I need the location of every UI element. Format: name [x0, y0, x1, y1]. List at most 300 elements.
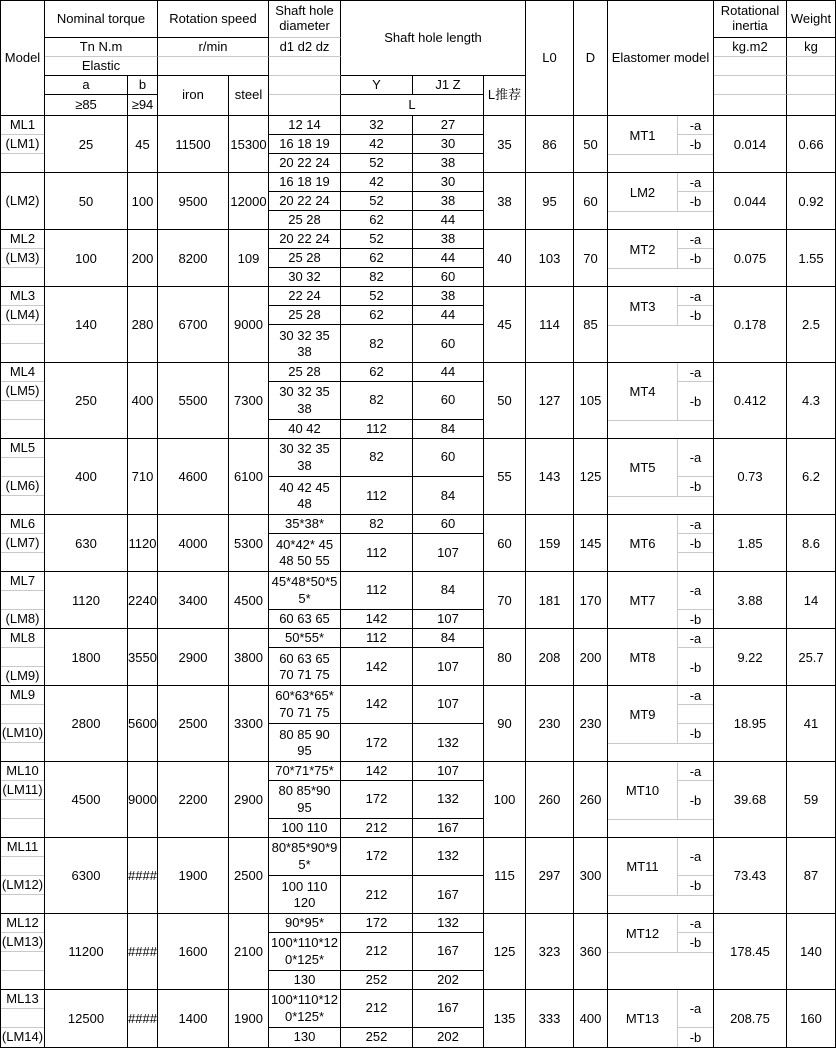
model-spacer [1, 857, 44, 876]
model-spacer [1, 819, 44, 837]
l0-cell: 159 [526, 515, 574, 571]
elastomer-filler [608, 819, 713, 837]
elastomer-top [608, 116, 713, 154]
d-cell: 60 [574, 173, 608, 229]
torque-a-cell: 2800 [45, 686, 128, 761]
length-y-cell-sub: 82 [341, 439, 412, 477]
inertia-cell: 208.75 [714, 990, 787, 1047]
speed-iron-cell: 2200 [158, 762, 229, 837]
d-cell: 50 [574, 116, 608, 172]
d-cell: 125 [574, 439, 608, 514]
length-y-cell [341, 686, 413, 761]
length-y-cell-sub: 112 [341, 572, 412, 610]
length-y-cell-sub: 62 [341, 363, 412, 382]
length-y-cell [341, 173, 413, 229]
torque-a-cell: 100 [45, 230, 128, 286]
header-b-min: ≥94 [128, 95, 158, 115]
d-cell: 300 [574, 838, 608, 913]
length-j1z-cell [413, 230, 484, 286]
header-elastic: Elastic [45, 57, 158, 76]
length-j1z-cell-sub: 167 [437, 820, 459, 836]
elastomer-filler [608, 420, 713, 438]
speed-steel-cell: 2500 [229, 838, 269, 913]
length-recommended-cell: 35 [484, 116, 526, 172]
length-j1z-cell-sub: 167 [437, 886, 459, 902]
length-recommended-cell: 55 [484, 439, 526, 514]
spec-row-group [1, 838, 835, 914]
elastomer-top [608, 629, 713, 685]
length-y-cell-sub: 112 [366, 487, 387, 503]
elastomer-name-cell: MT4 [629, 384, 656, 399]
length-recommended-cell: 60 [484, 515, 526, 571]
speed-iron-cell: 3400 [158, 572, 229, 628]
weight-cell: 14 [803, 592, 819, 608]
header-kg-unit: kg [787, 38, 835, 57]
shaft-hole-diameter-cell-sub: 100 110 [281, 820, 328, 836]
length-j1z-cell-sub: 167 [413, 990, 483, 1028]
model-cell [1, 173, 45, 229]
torque-a-cell: 400 [45, 439, 128, 514]
shaft-hole-diameter-cell [269, 230, 341, 286]
spec-row-group [1, 914, 835, 990]
speed-steel-cell: 12000 [229, 173, 269, 229]
shaft-hole-diameter-cell-sub: 100 110 120 [281, 878, 328, 910]
speed-iron-cell: 9500 [158, 173, 229, 229]
l0-cell: 127 [526, 363, 574, 438]
elastomer-variant-column [677, 515, 713, 571]
model-cell [1, 629, 45, 685]
length-j1z-cell-sub: 44 [413, 363, 483, 382]
elastomer-top [608, 838, 713, 895]
l0-cell: 114 [526, 287, 574, 362]
shaft-hole-diameter-cell [269, 439, 341, 514]
header-spacer [269, 95, 341, 115]
elastomer-name-cell: MT9 [629, 707, 656, 722]
shaft-hole-diameter-cell-sub: 20 22 24 [269, 230, 340, 249]
length-y-cell-sub: 82 [341, 382, 412, 420]
model-spacer [1, 553, 44, 571]
shaft-hole-diameter-cell-sub: 12 14 [269, 116, 340, 135]
inertia-cell: 0.73 [714, 439, 787, 514]
shaft-hole-diameter-cell-sub: 16 18 19 [269, 135, 340, 154]
d-cell: 360 [574, 914, 608, 989]
header-spacer [269, 57, 341, 76]
length-j1z-cell-sub: 60 [413, 439, 483, 477]
length-j1z-cell-sub: 38 [413, 230, 483, 249]
elastomer-variant-cell: -b [689, 792, 702, 808]
header-rotational-inertia: Rotational inertia [714, 1, 787, 38]
shaft-hole-diameter-cell-sub: 30 32 [288, 269, 321, 285]
model-cell [1, 572, 45, 628]
length-j1z-cell [413, 287, 484, 362]
weight-cell: 41 [803, 716, 819, 731]
torque-a-cell: 1120 [45, 572, 128, 628]
length-j1z-cell [413, 439, 484, 514]
inertia-cell: 0.178 [714, 287, 787, 362]
d-cell: 145 [574, 515, 608, 571]
model-spacer [1, 154, 44, 172]
header-rmin-unit: r/min [158, 38, 269, 57]
elastomer-variant-cell: -a [678, 990, 713, 1028]
length-j1z-cell-sub: 60 [413, 515, 483, 534]
length-y-cell-sub: 142 [341, 762, 412, 781]
weight-cell: 160 [800, 1011, 822, 1026]
length-recommended-cell: 40 [484, 230, 526, 286]
header-spacer [714, 76, 787, 95]
shaft-hole-diameter-cell-sub: 90*95* [269, 914, 340, 933]
shaft-hole-diameter-cell-sub: 40 42 [288, 421, 321, 437]
length-y-cell-sub: 52 [341, 192, 412, 211]
speed-steel-cell: 7300 [229, 363, 269, 438]
torque-b-cell: 100 [128, 173, 158, 229]
shaft-hole-diameter-cell [269, 686, 341, 761]
inertia-cell: 39.68 [714, 762, 787, 837]
shaft-hole-diameter-cell-sub: 60*63*65* 70 71 75 [269, 686, 340, 724]
speed-iron-cell: 1900 [158, 838, 229, 913]
l0-cell: 143 [526, 439, 574, 514]
shaft-hole-diameter-cell [269, 572, 341, 628]
length-j1z-cell [413, 515, 484, 571]
spec-row-group [1, 363, 835, 439]
elastomer-filler [608, 211, 713, 229]
torque-b-cell: 1120 [128, 515, 158, 571]
elastomer-variant-cell: -a [678, 363, 713, 382]
inertia-cell: 178.45 [714, 914, 787, 989]
header-nominal-torque: Nominal torque [45, 1, 158, 38]
length-j1z-cell-sub: 84 [440, 421, 456, 437]
header-col-b: b [128, 76, 158, 95]
elastomer-variant-column [677, 990, 713, 1047]
elastomer-filler [608, 895, 713, 913]
elastomer-variant-column [677, 762, 713, 819]
elastomer-filler [608, 325, 713, 362]
elastomer-top [608, 515, 713, 571]
elastomer-name-cell: MT12 [625, 925, 660, 941]
elastomer-variant-cell: -b [689, 612, 702, 627]
speed-steel-cell: 1900 [229, 990, 269, 1047]
length-y-cell-sub: 112 [366, 421, 387, 437]
elastomer-variant-cell: -b [689, 726, 702, 741]
shaft-hole-diameter-cell-sub: 25 28 [288, 212, 321, 228]
length-y-cell-sub: 172 [341, 838, 412, 876]
torque-b-cell: 710 [128, 439, 158, 514]
length-y-cell-sub: 252 [365, 1029, 388, 1045]
elastomer-top [608, 173, 713, 211]
elastomer-cell [608, 116, 714, 172]
length-y-cell-sub: 62 [369, 212, 384, 228]
torque-a-cell: 50 [45, 173, 128, 229]
model-ml-label: ML9 [1, 686, 44, 705]
elastomer-variant-cell: -b [678, 534, 713, 553]
length-j1z-cell-sub: 38 [413, 287, 483, 306]
speed-iron-cell: 6700 [158, 287, 229, 362]
length-j1z-cell-sub: 84 [413, 572, 483, 610]
elastomer-top [608, 686, 713, 743]
torque-b-cell: 9000 [128, 762, 158, 837]
elastomer-cell [608, 686, 714, 761]
length-y-cell [341, 914, 413, 989]
model-lm-label: (LM4) [1, 306, 44, 325]
length-y-cell-sub: 42 [341, 173, 412, 192]
elastomer-cell [608, 173, 714, 229]
torque-b-cell: 280 [128, 287, 158, 362]
torque-b-cell: 2240 [128, 572, 158, 628]
shaft-hole-diameter-cell-sub: 50*55* [269, 629, 340, 648]
length-j1z-cell-sub: 30 [413, 135, 483, 154]
length-recommended-cell: 90 [484, 686, 526, 761]
length-y-cell [341, 990, 413, 1047]
elastomer-cell [608, 990, 714, 1047]
speed-iron-cell: 2500 [158, 686, 229, 761]
elastomer-variant-cell: -a [678, 230, 713, 249]
torque-a-cell: 11200 [45, 914, 128, 989]
header-col-a: a [45, 76, 128, 95]
length-j1z-cell [413, 116, 484, 172]
length-y-cell-sub: 142 [365, 658, 388, 674]
header-kgm2-unit: kg.m2 [714, 38, 787, 57]
model-cell [1, 762, 45, 837]
elastomer-variant-column [677, 838, 713, 895]
shaft-hole-diameter-cell-sub: 40*42* 45 48 50 55 [275, 536, 334, 568]
weight-cell: 2.5 [801, 317, 821, 332]
length-j1z-cell-sub: 60 [440, 335, 456, 351]
weight-cell: 87 [803, 868, 819, 883]
model-ml-label: ML12 [1, 914, 44, 933]
model-cell [1, 230, 45, 286]
elastomer-top [608, 230, 713, 268]
inertia-cell: 0.412 [714, 363, 787, 438]
speed-iron-cell: 5500 [158, 363, 229, 438]
elastomer-filler [608, 154, 713, 172]
spec-row-group [1, 173, 835, 230]
shaft-hole-diameter-cell-sub: 60 63 65 [279, 611, 330, 627]
header-shaft-hole-length: Shaft hole length [341, 1, 526, 76]
model-lm-label: (LM5) [1, 382, 44, 401]
torque-b-cell: 400 [128, 363, 158, 438]
model-spacer [1, 743, 44, 761]
elastomer-variant-cell: -b [689, 935, 702, 950]
elastomer-top [608, 287, 713, 325]
length-j1z-cell-sub: 132 [413, 781, 483, 819]
length-y-cell-sub: 212 [365, 886, 388, 902]
model-cell [1, 686, 45, 761]
model-lm-label: (LM8) [5, 611, 40, 627]
speed-steel-cell: 3800 [229, 629, 269, 685]
length-j1z-cell-sub: 132 [437, 734, 459, 750]
elastomer-top [608, 914, 713, 952]
elastomer-top [608, 572, 713, 628]
elastomer-variant-cell: -b [689, 878, 702, 893]
header-model: Model [1, 1, 45, 115]
l0-cell: 95 [526, 173, 574, 229]
length-j1z-cell-sub: 84 [413, 629, 483, 648]
shaft-hole-diameter-cell-sub: 40 42 45 48 [279, 479, 330, 511]
elastomer-name-cell: MT5 [629, 460, 656, 475]
speed-steel-cell: 3300 [229, 686, 269, 761]
elastomer-variant-spacer [678, 705, 713, 724]
shaft-hole-diameter-cell-sub: 25 28 [269, 306, 340, 325]
speed-steel-cell: 9000 [229, 287, 269, 362]
weight-cell: 0.92 [798, 193, 824, 209]
model-spacer [1, 401, 44, 420]
elastomer-variant-column [677, 686, 713, 743]
length-y-cell-sub: 32 [341, 116, 412, 135]
elastomer-variant-column [677, 173, 713, 211]
inertia-cell: 0.075 [714, 230, 787, 286]
header-spacer [787, 57, 835, 76]
inertia-cell: 1.85 [714, 515, 787, 571]
torque-a-cell: 6300 [45, 838, 128, 913]
length-j1z-cell-sub: 30 [413, 173, 483, 192]
elastomer-variant-cell: -b [689, 194, 702, 209]
length-y-cell-sub: 62 [341, 306, 412, 325]
length-y-cell-sub: 172 [341, 914, 412, 933]
shaft-hole-diameter-cell [269, 515, 341, 571]
elastomer-variant-cell: -b [689, 393, 702, 409]
length-j1z-cell [413, 173, 484, 229]
table-header [1, 1, 835, 116]
model-spacer [1, 458, 44, 477]
shaft-hole-diameter-cell-sub: 130 [293, 1029, 316, 1045]
length-recommended-cell: 45 [484, 287, 526, 362]
model-spacer [1, 971, 44, 989]
model-cell [1, 515, 45, 571]
length-recommended-cell: 100 [484, 762, 526, 837]
shaft-hole-diameter-cell-sub: 60 63 65 70 71 75 [279, 650, 330, 682]
speed-iron-cell: 1400 [158, 990, 229, 1047]
elastomer-variant-cell: -a [678, 838, 713, 876]
header-l-recommended: L推荐 [484, 76, 526, 115]
header-d1d2dz: d1 d2 dz [269, 38, 341, 57]
speed-steel-cell: 6100 [229, 439, 269, 514]
header-spacer [787, 76, 835, 95]
elastomer-variant-cell: -a [678, 762, 713, 781]
length-j1z-cell-sub: 38 [440, 155, 456, 171]
length-y-cell-sub: 252 [365, 972, 388, 988]
l0-cell: 323 [526, 914, 574, 989]
weight-cell: 140 [800, 944, 822, 959]
model-cell [1, 287, 45, 362]
elastomer-variant-cell: -a [678, 914, 713, 933]
elastomer-variant-cell: -a [678, 572, 713, 610]
header-y: Y [341, 76, 413, 95]
torque-b-cell: 45 [128, 116, 158, 172]
l0-cell: 230 [526, 686, 574, 761]
length-j1z-cell-sub: 60 [413, 382, 483, 420]
elastomer-variant-cell: -a [678, 116, 713, 135]
speed-steel-cell: 4500 [229, 572, 269, 628]
torque-b-cell: 3550 [128, 629, 158, 685]
elastomer-variant-column [677, 363, 713, 420]
model-spacer [1, 344, 44, 362]
l0-cell: 86 [526, 116, 574, 172]
inertia-cell: 3.88 [714, 572, 787, 628]
length-j1z-cell-sub: 38 [413, 192, 483, 211]
shaft-hole-diameter-cell-sub: 25 28 [269, 363, 340, 382]
shaft-hole-diameter-cell-sub: 20 22 24 [279, 155, 330, 171]
elastomer-variant-cell: -b [689, 308, 702, 323]
shaft-hole-diameter-cell [269, 762, 341, 837]
model-spacer [1, 952, 44, 971]
length-j1z-cell-sub: 44 [440, 212, 456, 228]
shaft-hole-diameter-cell-sub: 20 22 24 [269, 192, 340, 211]
inertia-cell: 9.22 [714, 629, 787, 685]
length-y-cell-sub: 42 [341, 135, 412, 154]
torque-a-cell: 25 [45, 116, 128, 172]
length-j1z-cell [413, 686, 484, 761]
torque-a-cell: 1800 [45, 629, 128, 685]
shaft-hole-diameter-cell-sub: 80 85 90 95 [279, 726, 330, 758]
model-ml-label: ML7 [1, 572, 44, 591]
speed-steel-cell: 2100 [229, 914, 269, 989]
elastomer-name-cell: MT3 [629, 298, 656, 314]
elastomer-cell [608, 230, 714, 286]
d-cell: 230 [574, 686, 608, 761]
header-rotation-speed: Rotation speed [158, 1, 269, 38]
length-j1z-cell-sub: 44 [413, 249, 483, 268]
speed-iron-cell: 1600 [158, 914, 229, 989]
shaft-hole-diameter-cell-sub: 22 24 [269, 287, 340, 306]
length-y-cell [341, 762, 413, 837]
elastomer-variant-column [677, 439, 713, 496]
model-cell [1, 363, 45, 438]
elastomer-cell [608, 287, 714, 362]
length-y-cell-sub: 172 [365, 734, 388, 750]
header-d: D [574, 1, 608, 115]
spec-row-group [1, 515, 835, 572]
elastomer-name-cell: MT11 [626, 859, 659, 874]
torque-a-cell: 630 [45, 515, 128, 571]
inertia-cell: 0.014 [714, 116, 787, 172]
length-j1z-cell [413, 363, 484, 438]
elastomer-cell [608, 363, 714, 438]
elastomer-name-cell: MT10 [625, 783, 660, 798]
header-spacer [269, 76, 341, 95]
weight-cell: 1.55 [798, 250, 824, 266]
elastomer-cell [608, 439, 714, 514]
length-y-cell-sub: 212 [341, 933, 412, 971]
length-recommended-cell: 50 [484, 363, 526, 438]
model-lm-label: (LM12) [1, 876, 44, 895]
header-weight: Weight [787, 1, 835, 38]
shaft-hole-diameter-cell [269, 287, 341, 362]
length-j1z-cell-sub: 107 [437, 658, 459, 674]
elastomer-variant-cell: -a [678, 686, 713, 705]
length-j1z-cell [413, 572, 484, 628]
length-y-cell-sub: 82 [369, 335, 384, 351]
elastomer-name-cell: MT1 [629, 127, 656, 143]
shaft-hole-diameter-cell-sub: 100*110*120*125* [269, 990, 340, 1028]
length-y-cell [341, 629, 413, 685]
l0-cell: 297 [526, 838, 574, 913]
shaft-hole-diameter-cell-sub: 30 32 35 38 [269, 439, 340, 477]
model-ml-label: ML2 [1, 230, 44, 249]
length-j1z-cell [413, 762, 484, 837]
elastomer-variant-cell: -a [678, 439, 713, 477]
length-j1z-cell-sub: 132 [413, 914, 483, 933]
header-spacer [714, 57, 787, 76]
inertia-cell: 18.95 [714, 686, 787, 761]
header-spacer [158, 57, 269, 76]
speed-iron-cell: 8200 [158, 230, 229, 286]
length-y-cell [341, 363, 413, 438]
weight-cell: 8.6 [801, 535, 821, 551]
length-y-cell [341, 230, 413, 286]
header-l0: L0 [526, 1, 574, 115]
model-spacer [1, 268, 44, 286]
d-cell: 85 [574, 287, 608, 362]
weight-cell: 6.2 [801, 469, 821, 484]
